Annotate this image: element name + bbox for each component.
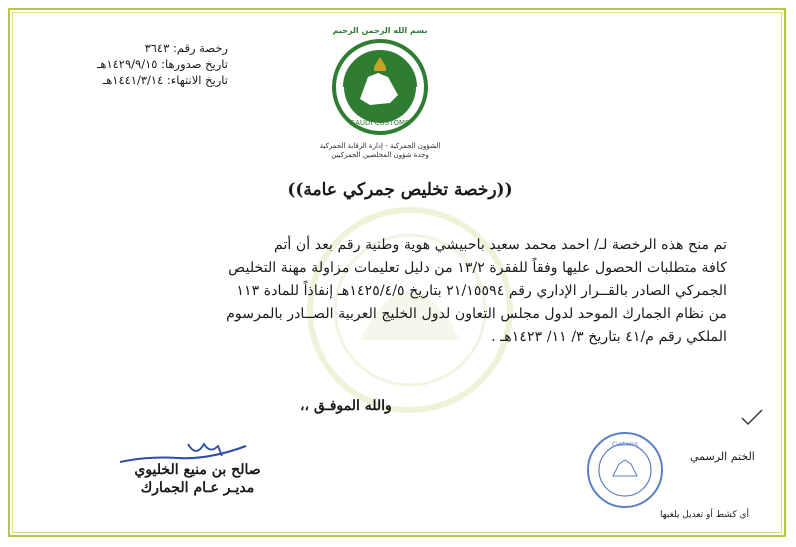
official-stamp <box>585 430 665 510</box>
signatory <box>110 461 285 497</box>
body-line: كافة متطلبات الحصول عليها وفقاً للفقرة ١٣/٢ من دليل تعليمات مزاولة مهنة التخليص <box>228 260 727 276</box>
body-line: تم منح هذه الرخصة لـ/ احمد محمد سعيد باحبيشي هوية وطنية رقم بعد أن أتم <box>274 237 727 253</box>
certificate-title: ((رخصة تخليص جمركي عامة)) <box>287 180 513 200</box>
official-seal-label: الختم الرسمي <box>690 450 755 463</box>
issue-date: تاريخ صدورها: ١٤٢٩/٩/١٥هـ <box>97 57 228 71</box>
svg-text:Customs: Customs <box>611 441 639 448</box>
body-line: الملكي رقم م/٤١ بتاريخ ٣/ ١١/ ١٤٢٣هـ . <box>491 329 727 345</box>
certificate-body <box>75 234 727 349</box>
logo-caption-line2: وحدة شؤون المخلصين الجمركيين <box>331 151 429 159</box>
customs-logo <box>320 26 440 141</box>
license-header <box>97 40 228 88</box>
expiry-date: تاريخ الانتهاء: ١٤٤١/٣/١٤هـ <box>102 73 228 87</box>
check-mark-icon <box>740 408 764 426</box>
tamper-warning: أي كشط أو تعديل يلغيها <box>660 510 750 520</box>
body-line: من نظام الجمارك الموحد لدول مجلس التعاون لدول الخليج العربية الصــادر بالمرسوم <box>226 306 727 322</box>
signatory-name: صالح بن منيع الخليوي <box>134 462 261 478</box>
closing-phrase: والله الموفـق ،، <box>300 398 392 414</box>
basmala: بسم الله الرحمن الرحيم <box>332 26 428 35</box>
license-number: رخصة رقم: ٣٦٤٣ <box>144 41 228 55</box>
signatory-position: مديـر عـام الجمارك <box>140 480 255 496</box>
logo-caption-line1: الشؤون الجمركية - إدارة الرقابة الجمركية <box>319 142 441 150</box>
saudi-customs-emblem-icon <box>330 37 430 137</box>
svg-text:SAUDI CUSTOMS: SAUDI CUSTOMS <box>350 119 410 127</box>
logo-caption <box>300 142 460 160</box>
body-line: الجمركي الصادر بالقــرار الإداري رقم ٢١/١٥٥٩٤ بتاريخ ١٤٢٥/٤/٥هـ إنفاذاً للمادة ١١٣ <box>236 283 727 299</box>
